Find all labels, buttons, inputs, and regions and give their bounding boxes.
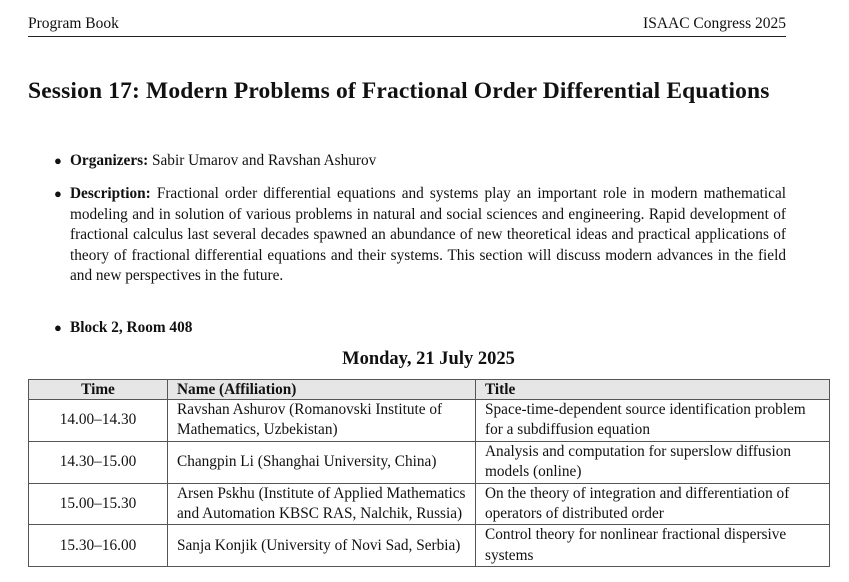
description-item: [28, 184, 786, 318]
name-cell: Sanja Konjik (University of Novi Sad, Serbia): [168, 525, 476, 567]
location-value: Block 2, Room 408: [70, 319, 193, 336]
table-row: [29, 483, 830, 525]
column-header-name: Name (Affiliation): [168, 380, 476, 400]
session-info-list: [28, 151, 786, 340]
description-value: Fractional order differential equations and systems play an important role in modern mathematical modeling and in solution of various problems in natural and social sciences and engineering. Rapid development of fractional calculus last several decades spawned an abundance of new theoretical ideas and practical applications of theory of fractional differential equations and their systems. This section will discuss modern advances in the field and new perspectives in the future.: [70, 185, 786, 284]
organizers-item: [28, 151, 786, 184]
time-cell: 14.00–14.30: [29, 400, 168, 442]
title-cell: Space-time-dependent source identification problem for a subdiffusion equation: [476, 400, 830, 442]
table-row: [29, 441, 830, 483]
header-left-text: Program Book: [28, 15, 119, 32]
name-cell: Arsen Pskhu (Institute of Applied Mathematics and Automation KBSC RAS, Nalchik, Russia): [168, 483, 476, 525]
bullet-icon: ●: [54, 320, 62, 335]
column-header-time: Time: [29, 380, 168, 400]
day-heading: Monday, 21 July 2025: [342, 349, 515, 369]
table-row: [29, 525, 830, 567]
organizers-value: Sabir Umarov and Ravshan Ashurov: [148, 152, 377, 169]
running-header: [28, 14, 786, 37]
organizers-label: Organizers:: [70, 152, 149, 169]
time-cell: 15.30–16.00: [29, 525, 168, 567]
name-cell: Changpin Li (Shanghai University, China): [168, 441, 476, 483]
title-cell: On the theory of integration and differentiation of operators of distributed order: [476, 483, 830, 525]
bullet-icon: ●: [54, 153, 62, 168]
session-title: Session 17: Modern Problems of Fractional Order Differential Equations: [28, 78, 770, 104]
time-cell: 14.30–15.00: [29, 441, 168, 483]
table-header-row: [29, 380, 830, 400]
bullet-icon: ●: [54, 186, 62, 201]
description-label: Description:: [70, 185, 151, 202]
header-right-text: ISAAC Congress 2025: [643, 15, 786, 32]
location-item: [28, 318, 786, 340]
time-cell: 15.00–15.30: [29, 483, 168, 525]
column-header-title: Title: [476, 380, 830, 400]
schedule-table: [28, 379, 830, 567]
title-cell: Analysis and computation for superslow diffusion models (online): [476, 441, 830, 483]
name-cell: Ravshan Ashurov (Romanovski Institute of Mathematics, Uzbekistan): [168, 400, 476, 442]
table-row: [29, 400, 830, 442]
title-cell: Control theory for nonlinear fractional dispersive systems: [476, 525, 830, 567]
